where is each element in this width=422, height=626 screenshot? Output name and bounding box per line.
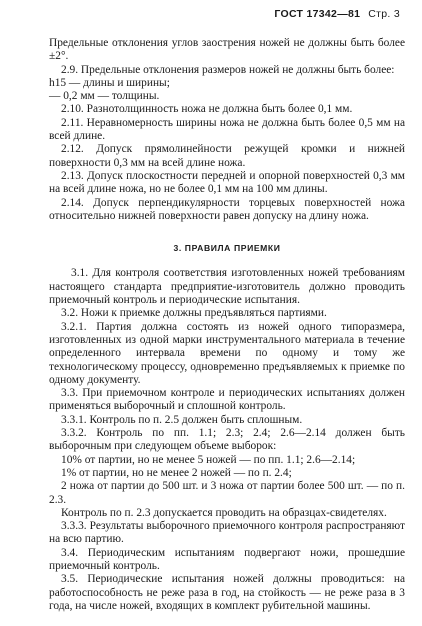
paragraph-3-3-2: 3.3.2. Контроль по пп. 1.1; 2.3; 2.4; 2.6—2.14 должен быть выборочным при следующем объеме выборок:: [49, 427, 405, 453]
paragraph-2-13: 2.13. Допуск плоскостности передней и опорной поверхностей 0,3 мм на всей длине ножа, но не более 0,1 мм на 100 мм длины.: [49, 169, 405, 196]
paragraph-3-1: 3.1. Для контроля соответствия изготовленных ножей требованиям настоящего стандарта предприятие-изготовитель должно проводить приемочный контроль и периодические испытания.: [49, 267, 405, 307]
paragraph-3-4: 3.4. Периодическим испытаниям подвергают ножи, прошедшие приемочный контроль.: [49, 546, 405, 572]
tolerance-line-h15: h15 — длины и ширины;: [49, 76, 170, 89]
standard-number: ГОСТ 17342—81: [274, 8, 361, 20]
page-header: [274, 8, 400, 21]
paragraph-2-9: 2.9. Предельные отклонения размеров ножей не должны быть более:: [61, 63, 395, 76]
paragraph-3-5: 3.5. Периодические испытания ножей должны проводиться: на работоспособность не реже раза в год, на стойкость — не реже раза в 3 года, на числе ножей, входящих в комплект рубительной машины.: [49, 573, 405, 612]
sample-size-line-1: 10% от партии, но не менее 5 ножей — по пп. 1.1; 2.6—2.14;: [61, 453, 356, 466]
paragraph-2-11: 2.11. Неравномерность ширины ножа не должна быть более 0,5 мм на всей длине.: [49, 116, 405, 143]
sample-size-line-3: 2 ножа от партии до 500 шт. и 3 ножа от партии более 500 шт. — по п. 2.3.: [49, 480, 405, 506]
paragraph-3-3: 3.3. При приемочном контроле и периодических испытаниях должен применяться выборочный и сплошной контроль.: [49, 387, 405, 413]
paragraph-3-2-1: 3.2.1. Партия должна состоять из ножей одного типоразмера, изготовленных из одной марки инструментального материала в течение определенного интервала времени по одному и тому же технологическому процессу, одновременно предъявляемых к приемке по одному документу.: [49, 320, 405, 386]
paragraph-2-8-tail: Предельные отклонения углов заострения ножей не должны быть более ±2°.: [49, 37, 405, 63]
paragraph-2-12: 2.12. Допуск прямолинейности режущей кромки и нижней поверхности 0,3 мм на всей длине ножа.: [49, 143, 405, 169]
document-body: [49, 37, 405, 613]
sample-size-line-2: 1% от партии, но не менее 2 ножей — по п. 2.4;: [61, 466, 292, 479]
paragraph-3-3-1: 3.3.1. Контроль по п. 2.5 должен быть сплошным.: [61, 413, 303, 426]
paragraph-2-10: 2.10. Разнотолщинность ножа не должна быть более 0,1 мм.: [61, 103, 353, 116]
paragraph-3-3-3: 3.3.3. Результаты выборочного приемочного контроля распространяют на всю партию.: [49, 520, 405, 546]
witness-samples-note: Контроль по п. 2.3 допускается проводить на образцах-свидетелях.: [61, 506, 387, 519]
section-title: 3. ПРАВИЛА ПРИЕМКИ: [173, 243, 281, 254]
tolerance-line-thickness: — 0,2 мм — толщины.: [49, 90, 160, 103]
paragraph-3-2: 3.2. Ножи к приемке должны предъявляться партиями.: [61, 307, 327, 320]
page-number: Стр. 3: [368, 8, 400, 20]
paragraph-2-14: 2.14. Допуск перпендикулярности торцевых поверхностей ножа относительно нижней поверхности равен допуску на длину ножа.: [49, 196, 405, 222]
